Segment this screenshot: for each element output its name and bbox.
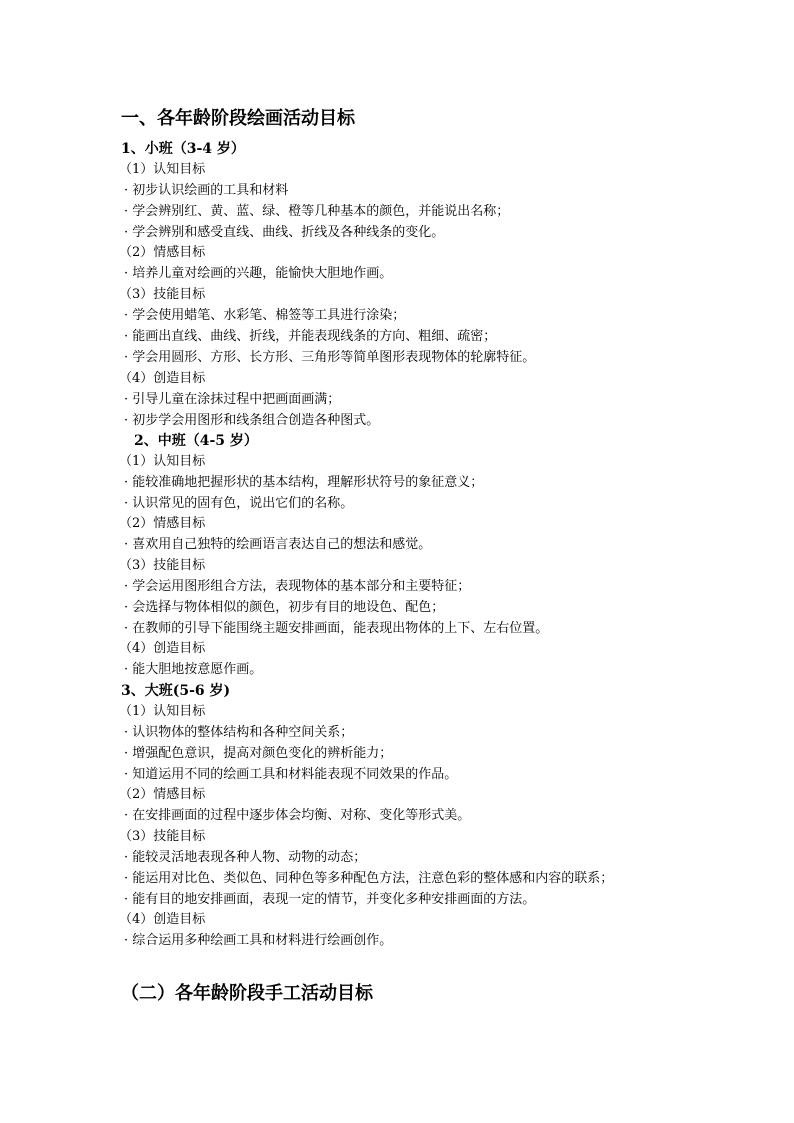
section-heading-small-class: 1、小班（3-4 岁） — [121, 141, 245, 157]
list-item: · 能较准确地把握形状的基本结构，理解形状符号的象征意义； — [124, 475, 484, 490]
list-item: · 学会运用图形组合方法，表现物体的基本部分和主要特征； — [124, 579, 471, 594]
list-item: · 认识物体的整体结构和各种空间关系； — [124, 725, 354, 740]
list-item: · 初步认识绘画的工具和材料 — [124, 183, 289, 198]
list-item: · 能大胆地按意愿作画。 — [124, 662, 263, 677]
section-heading-middle-class: 2、中班（4-5 岁） — [134, 433, 258, 449]
list-item: · 学会辨别和感受直线、曲线、折线及各种线条的变化。 — [124, 225, 445, 240]
subheading-cognitive: （1）认知目标 — [119, 704, 206, 719]
list-item: · 初步学会用图形和线条组合创造各种图式。 — [124, 413, 380, 428]
subheading-emotional: （2）情感目标 — [119, 516, 206, 531]
list-item: · 引导儿童在涂抹过程中把画面画满； — [124, 392, 341, 407]
subheading-creative: （4）创造目标 — [119, 641, 206, 656]
list-item: · 学会用圆形、方形、长方形、三角形等简单图形表现物体的轮廓特征。 — [124, 350, 536, 365]
subheading-creative: （4）创造目标 — [119, 371, 206, 386]
list-item: · 能有目的地安排画面，表现一定的情节，并变化多种安排画面的方法。 — [124, 892, 536, 907]
list-item: · 增强配色意识，提高对颜色变化的辨析能力； — [124, 746, 393, 761]
subheading-skill: （3）技能目标 — [119, 287, 206, 302]
section-heading-large-class: 3、大班(5-6 岁) — [121, 683, 231, 699]
list-item: · 在安排画面的过程中逐步体会均衡、对称、变化等形式美。 — [124, 808, 471, 823]
subheading-cognitive: （1）认知目标 — [119, 162, 206, 177]
list-item: · 培养儿童对绘画的兴趣，能愉快大胆地作画。 — [124, 266, 393, 281]
list-item: · 会选择与物体相似的颜色，初步有目的地设色、配色； — [124, 600, 445, 615]
subheading-skill: （3）技能目标 — [119, 558, 206, 573]
list-item: · 能画出直线、曲线、折线，并能表现线条的方向、粗细、疏密； — [124, 329, 497, 344]
list-item: · 喜欢用自己独特的绘画语言表达自己的想法和感觉。 — [124, 537, 432, 552]
list-item: · 能运用对比色、类似色、同种色等多种配色方法，注意色彩的整体感和内容的联系； — [124, 871, 614, 886]
subheading-emotional: （2）情感目标 — [119, 787, 206, 802]
list-item: · 学会辨别红、黄、蓝、绿、橙等几种基本的颜色，并能说出名称； — [124, 204, 510, 219]
list-item: · 综合运用多种绘画工具和材料进行绘画创作。 — [124, 933, 393, 948]
subheading-creative: （4）创造目标 — [119, 912, 206, 927]
page-title: 一、各年龄阶段绘画活动目标 — [121, 108, 355, 129]
subheading-skill: （3）技能目标 — [119, 829, 206, 844]
subheading-cognitive: （1）认知目标 — [119, 454, 206, 469]
list-item: · 学会使用蜡笔、水彩笔、棉签等工具进行涂染； — [124, 308, 406, 323]
list-item: · 在教师的引导下能围绕主题安排画面，能表现出物体的上下、左右位置。 — [124, 621, 549, 636]
next-section-title: （二）各年龄阶段手工活动目标 — [121, 983, 373, 1004]
list-item: · 认识常见的固有色，说出它们的名称。 — [124, 496, 354, 511]
list-item: · 知道运用不同的绘画工具和材料能表现不同效果的作品。 — [124, 767, 458, 782]
list-item: · 能较灵活地表现各种人物、动物的动态； — [124, 850, 367, 865]
subheading-emotional: （2）情感目标 — [119, 245, 206, 260]
